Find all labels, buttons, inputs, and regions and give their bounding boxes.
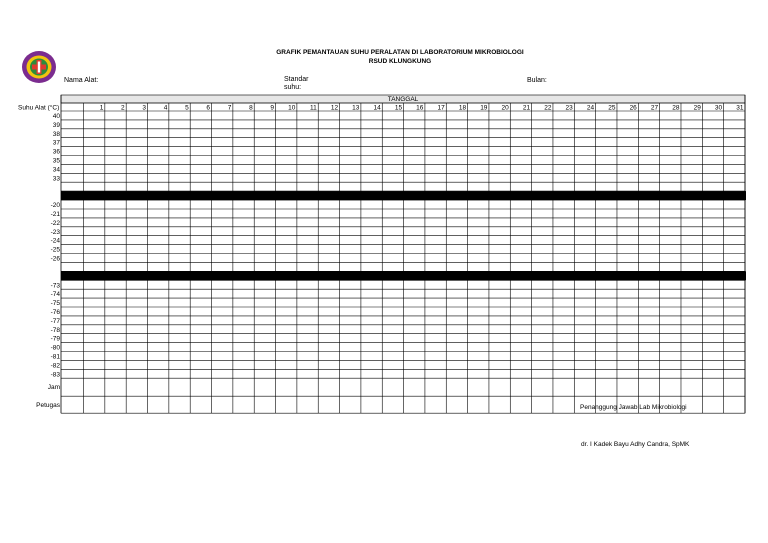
day-number: 5: [185, 104, 189, 112]
jam-label: Jam: [47, 384, 60, 392]
day-number: 4: [163, 104, 168, 112]
day-number: 8: [249, 104, 253, 112]
temperature-label: -24: [50, 237, 60, 245]
temperature-label: -73: [50, 282, 60, 290]
day-number: 31: [736, 104, 744, 112]
temperature-label: 39: [52, 121, 60, 129]
day-number: 13: [352, 104, 360, 112]
day-number: 24: [586, 104, 595, 112]
temperature-label: -26: [50, 255, 60, 263]
temperature-label: -20: [50, 202, 60, 210]
day-number: 10: [288, 104, 296, 112]
temperature-label: -21: [50, 211, 60, 218]
nama-alat-label: Nama Alat:: [64, 77, 99, 84]
suhu-alat-header: Suhu Alat (°C): [18, 104, 60, 112]
day-number: 15: [394, 104, 403, 112]
day-number: 22: [544, 104, 552, 112]
day-number: 1: [99, 104, 104, 112]
document-subtitle: RSUD KLUNGKUNG: [368, 58, 432, 65]
temperature-label: -75: [50, 300, 60, 308]
day-number: 20: [501, 104, 509, 112]
day-number: 18: [458, 104, 467, 112]
signature-name: dr. I Kadek Bayu Adhy Candra, SpMK: [581, 441, 690, 448]
day-number: 26: [629, 104, 637, 112]
document-title: GRAFIK PEMANTAUAN SUHU PERALATAN DI LABORATORIUM MIKROBIOLOGI: [276, 49, 524, 56]
temperature-label: 35: [52, 157, 60, 165]
temperature-label: -81: [50, 353, 60, 361]
standar-suhu-label-line1: Standar: [284, 76, 309, 83]
day-number: 25: [608, 104, 616, 112]
temperature-label: 33: [52, 175, 60, 183]
temperature-label: -78: [50, 326, 60, 334]
temperature-label: 40: [52, 113, 60, 120]
bulan-label: Bulan:: [527, 77, 547, 84]
temperature-label: -74: [50, 291, 60, 299]
day-number: 21: [522, 104, 531, 112]
temperature-label: -22: [50, 219, 60, 227]
day-number: 3: [142, 104, 147, 112]
temperature-label: -83: [50, 371, 60, 379]
day-number: 11: [309, 104, 317, 112]
day-number: 2: [121, 104, 125, 112]
temperature-label: -25: [50, 246, 60, 254]
temperature-label: -76: [50, 309, 60, 316]
day-number: 9: [270, 104, 275, 112]
signature-role: Penanggung Jawab Lab Mikrobiologi: [580, 404, 687, 411]
temperature-label: -79: [50, 335, 60, 343]
day-number: 19: [480, 104, 488, 112]
tanggal-header: TANGGAL: [387, 96, 419, 103]
day-number: 12: [330, 104, 339, 112]
day-number: 30: [714, 104, 723, 112]
day-number: 27: [650, 104, 659, 112]
temperature-label: -77: [50, 317, 60, 325]
temperature-label: 37: [52, 139, 60, 147]
temperature-label: -80: [50, 344, 60, 352]
standar-suhu-label-line2: suhu:: [284, 84, 302, 91]
day-number: 29: [693, 104, 701, 112]
day-number: 6: [206, 104, 211, 112]
temperature-label: -82: [50, 362, 60, 370]
temperature-label: 38: [52, 130, 60, 138]
day-number: 7: [227, 104, 232, 112]
temperature-label: 36: [52, 148, 60, 156]
temperature-label: -23: [50, 228, 60, 236]
day-number: 14: [373, 104, 381, 112]
day-number: 28: [672, 104, 680, 112]
day-number: 17: [437, 104, 445, 112]
day-number: 23: [565, 104, 573, 112]
temperature-label: 34: [52, 166, 60, 174]
petugas-label: Petugas: [36, 402, 60, 410]
day-number: 16: [416, 104, 424, 112]
